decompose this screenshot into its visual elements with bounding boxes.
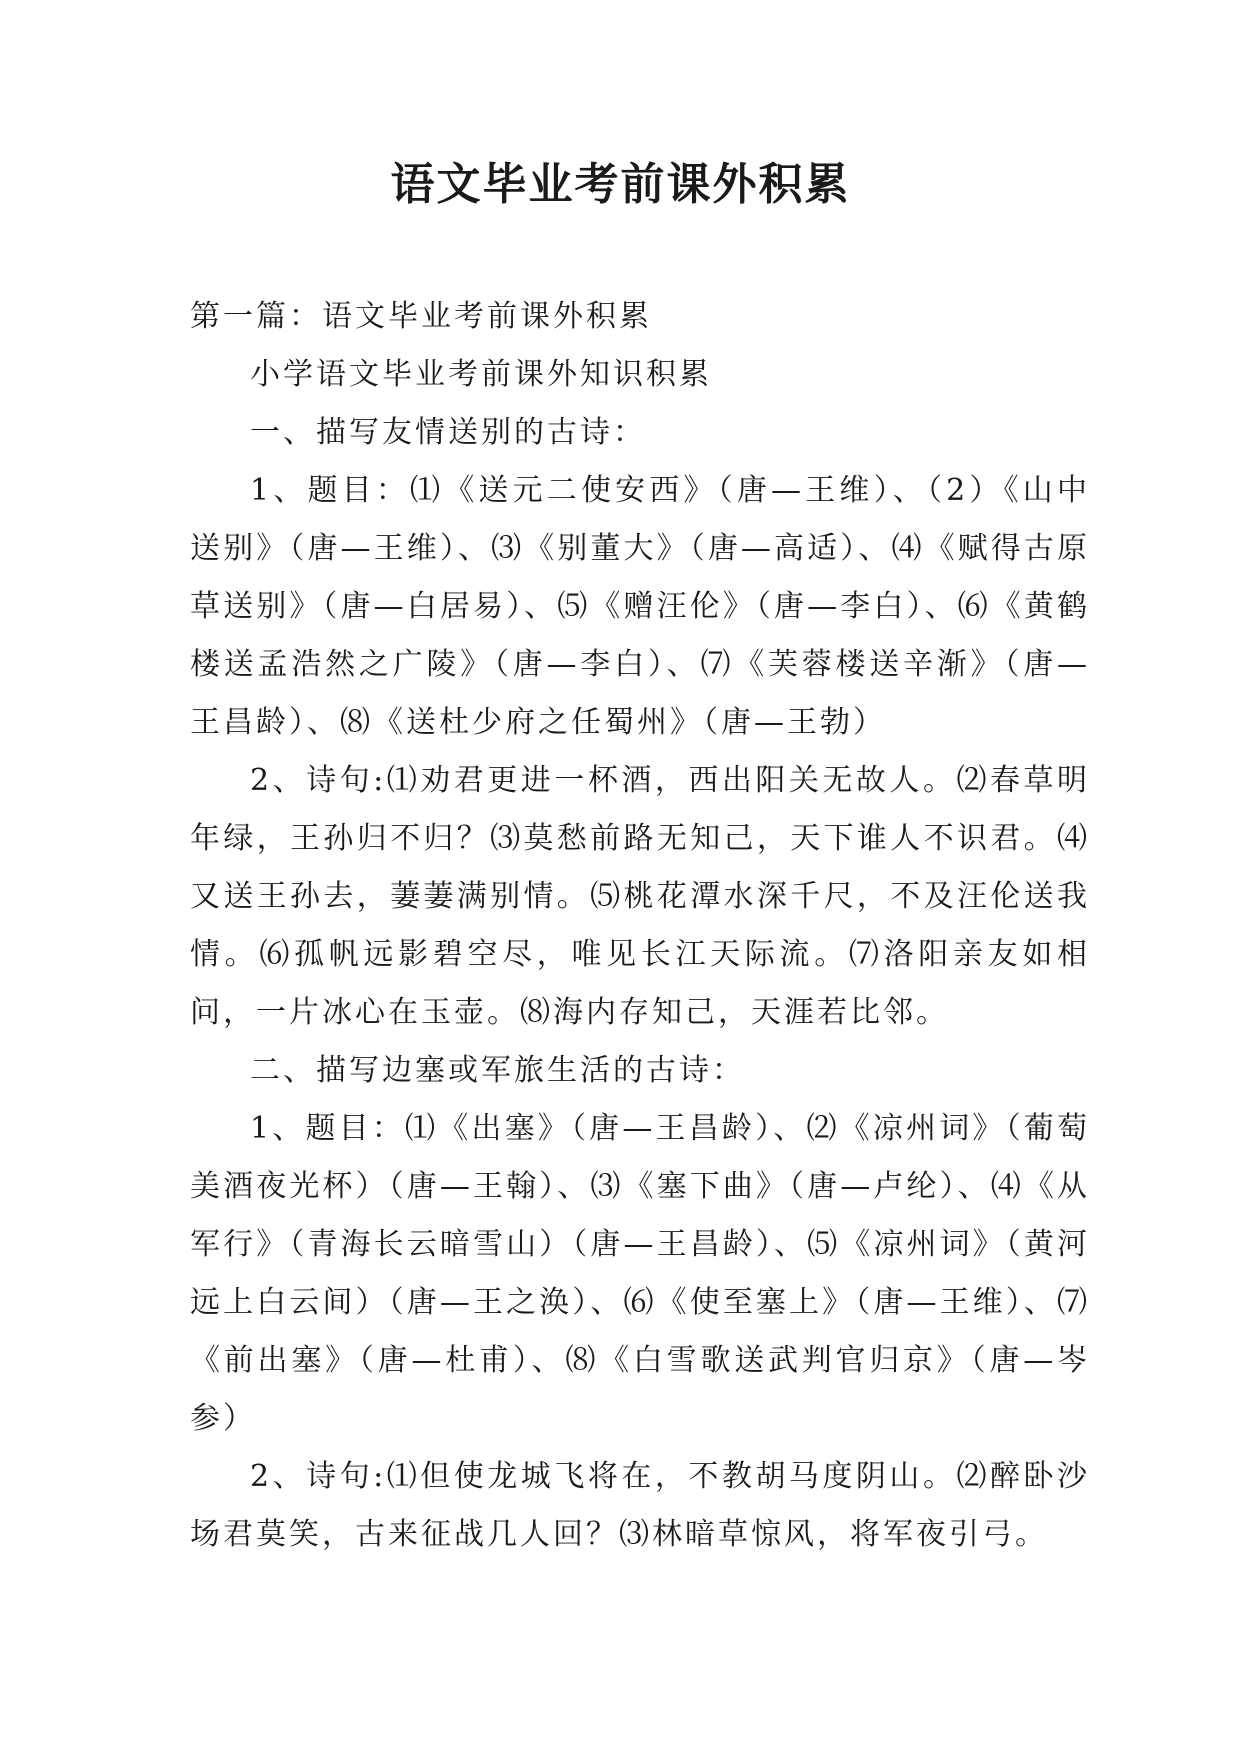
paragraph-chapter-heading: 第一篇：语文毕业考前课外积累 bbox=[190, 299, 652, 334]
paragraph-frontier-verses: 2、诗句:⑴但使龙城飞将在，不教胡马度阴山。⑵醉卧沙场君莫笑，古来征战几人回？⑶林暗草惊风，将军夜引弓。 bbox=[190, 1459, 1090, 1552]
paragraph-subtitle: 小学语文毕业考前课外知识积累 bbox=[250, 357, 712, 392]
page-title: 语文毕业考前课外积累 bbox=[390, 159, 851, 210]
paragraph-friendship-verses: 2、诗句:⑴劝君更进一杯酒，西出阳关无故人。⑵春草明年绿，王孙归不归？⑶莫愁前路无知己，天下谁人不识君。⑷又送王孙去，萋萋满别情。⑸桃花潭水深千尺，不及汪伦送我情。⑹孤帆远影碧空尽，唯见长江天际流。⑺洛阳亲友如相问，一片冰心在玉壶。⑻海内存知己，天涯若比邻。 bbox=[190, 763, 1090, 1030]
section-heading-friendship: 一、描写友情送别的古诗： bbox=[250, 415, 646, 450]
paragraph-frontier-titles: 1、题目：⑴《出塞》（唐—王昌龄）、⑵《凉州词》（葡萄美酒夜光杯）（唐—王翰）、⑶《塞下曲》（唐—卢纶）、⑷《从军行》（青海长云暗雪山）（唐—王昌龄）、⑸《凉州词》（黄河远上白云间）（唐—王之涣）、⑹《使至塞上》（唐—王维）、⑺《前出塞》（唐—杜甫）、⑻《白雪歌送武判官归京》（唐—岑参） bbox=[190, 1111, 1090, 1436]
section-heading-frontier: 二、描写边塞或军旅生活的古诗： bbox=[250, 1053, 745, 1088]
paragraph-friendship-titles: 1、题目：⑴《送元二使安西》（唐—王维）、（2）《山中送别》（唐—王维）、⑶《别董大》（唐—高适）、⑷《赋得古原草送别》（唐—白居易）、⑸《赠汪伦》（唐—李白）、⑹《黄鹤楼送孟浩然之广陵》（唐—李白）、⑺《芙蓉楼送辛渐》（唐—王昌龄）、⑻《送杜少府之任蜀州》（唐—王勃） bbox=[190, 473, 1090, 740]
document-body bbox=[190, 288, 1090, 1564]
